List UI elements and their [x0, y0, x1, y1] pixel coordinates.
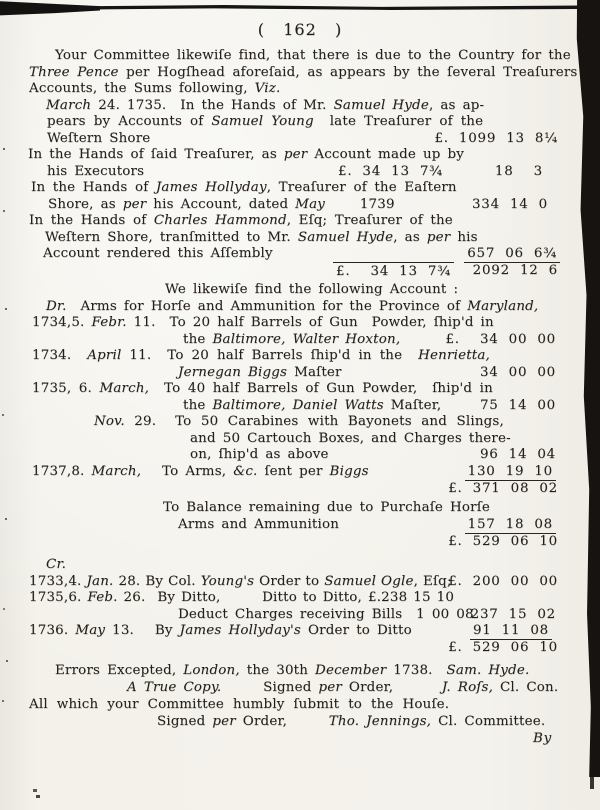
- amount-value: £. 200 00 00: [448, 573, 558, 589]
- line-text: 1734,5. Febr. 11. To 20 half Barrels of Gun Powder, ſhip'd in: [32, 315, 494, 330]
- line-text: on, ſhip'd as above: [190, 447, 329, 462]
- text-line: [0, 639, 600, 657]
- text-line: [0, 463, 600, 481]
- line-text: To Balance remaining due to Purchaſe Horſe: [163, 500, 491, 515]
- line-text: Signed per Order, Tho. Jennings, Cl. Committee.: [157, 713, 546, 729]
- text-line: [0, 364, 600, 382]
- amount-value: 157 18 08: [465, 516, 556, 534]
- text-line: [0, 97, 600, 115]
- line-text: the Baltimore, Daniel Watts Maſter,: [183, 397, 442, 413]
- line-text: Your Committee likewiſe find, that there is due to the Country for the: [55, 48, 571, 63]
- text-line: [0, 589, 600, 607]
- line-text: All which your Committee humbly ſubmit to the Houſe.: [29, 697, 450, 712]
- text-line: [0, 47, 600, 65]
- amount-value: 91 11 08: [470, 622, 552, 640]
- line-text: Cr.: [46, 557, 67, 572]
- line-text: his Executors: [47, 163, 145, 179]
- line-text: In the Hands of ſaid Treaſurer, as per Account made up by: [28, 147, 465, 162]
- text-line: [0, 413, 600, 431]
- text-line: [0, 446, 600, 464]
- text-line: [0, 281, 600, 299]
- amount-value: 237 15 02: [470, 606, 556, 622]
- line-text: Arms and Ammunition: [178, 516, 340, 532]
- text-line: [0, 229, 600, 247]
- text-line: [0, 146, 600, 164]
- line-text: Weſtern Shore: [47, 130, 151, 146]
- line-text: In the Hands of Charles Hammond, Eſq; Treaſurer of the: [29, 213, 453, 228]
- text-line: [0, 80, 600, 98]
- text-line: [0, 679, 600, 697]
- amount-value: £. 1099 13 8¼: [434, 130, 558, 146]
- amount-value: £. 529 06 10: [448, 534, 558, 549]
- line-text: Jernegan Biggs Maſter: [178, 364, 342, 380]
- text-line: [0, 298, 600, 316]
- amount-value: 18 3: [494, 163, 543, 179]
- line-text: Weſtern Shore, tranſmitted to Mr. Samuel Hyde, as per his: [45, 229, 478, 245]
- text-line: [0, 262, 600, 280]
- amount-value: £. 34 13 7¾: [333, 262, 454, 280]
- amount-value: 75 14 00: [479, 397, 556, 413]
- amount-value: £. 529 06 10: [448, 640, 558, 655]
- scan-artifact-bottom-marks: [33, 789, 37, 792]
- text-line: [0, 730, 600, 748]
- line-text: and 50 Cartouch Boxes, and Charges there-: [190, 430, 511, 446]
- text-line: [0, 556, 600, 574]
- scan-artifact-right-tail: [590, 777, 594, 789]
- line-text: 1736. May 13. By James Hollyday's Order to Ditto: [29, 623, 412, 638]
- line-text: 1735,6. Feb. 26. By Ditto, Ditto to Ditto, £.238 15 10: [29, 590, 455, 605]
- amount-value: £. 371 08 02: [448, 481, 558, 496]
- text-line: [0, 113, 600, 131]
- text-line: [0, 314, 600, 332]
- text-line: [0, 64, 600, 82]
- line-text: Three Pence per Hogſhead aforeſaid, as appears by the ſeveral Treaſurers: [29, 64, 578, 80]
- line-text: In the Hands of James Hollyday, Treaſurer of the Eaſtern: [31, 180, 457, 195]
- text-line: [0, 380, 600, 398]
- line-text: March 24. 1735. In the Hands of Mr. Samuel Hyde, as ap-: [46, 97, 485, 113]
- text-line: [0, 622, 600, 640]
- text-line: [0, 430, 600, 448]
- text-line: [0, 163, 600, 181]
- page-number: ( 162 ): [257, 20, 343, 39]
- text-line: [0, 573, 600, 591]
- text-line: [0, 480, 600, 498]
- text-line: [0, 196, 600, 214]
- text-line: [0, 713, 600, 731]
- line-text: Deduct Charges receiving Bills 1 00 08: [178, 606, 474, 622]
- line-text: the Baltimore, Walter Hoxton,: [183, 331, 401, 347]
- line-text: Dr. Arms for Horſe and Ammunition for the Province of Maryland,: [46, 298, 539, 314]
- text-line: [0, 516, 600, 534]
- amount-value: 34 00 00: [479, 364, 556, 380]
- amount-value: 657 06 6¾: [464, 245, 560, 263]
- text-line: [0, 179, 600, 197]
- amount-value: £. 34 00 00: [445, 331, 556, 347]
- line-text: 1737,8. March, To Arms, &c. ſent per Biggs: [32, 463, 369, 479]
- line-text: Shore, as per his Account, dated May 1739: [48, 196, 395, 212]
- text-line: [0, 662, 600, 680]
- amount-value: 96 14 04: [479, 447, 556, 462]
- text-line: [0, 533, 600, 551]
- amount-value: 130 19 10: [465, 463, 556, 481]
- text-line: [0, 347, 600, 365]
- line-text: Accounts, the Sums following, Viz.: [29, 81, 281, 96]
- amount-value: 2092 12 6: [472, 262, 558, 278]
- text-line: [0, 397, 600, 415]
- line-text: A True Copy. Signed per Order, J. Roſs, Cl. Con.: [127, 680, 559, 695]
- text-line: [0, 331, 600, 349]
- scan-artifact-top-line: [78, 5, 600, 10]
- line-text: pears by Accounts of Samuel Young late Treaſurer of the: [47, 114, 484, 129]
- amount-value: 334 14 0: [471, 196, 548, 212]
- line-text: Errors Excepted, London, the 30th December 1738. Sam. Hyde.: [55, 663, 530, 678]
- text-line: [0, 245, 600, 263]
- line-text: Nov. 29. To 50 Carabines with Bayonets and Slings,: [94, 414, 504, 429]
- text-line: [0, 130, 600, 148]
- text-line: [0, 212, 600, 230]
- line-text: 1735, 6. March, To 40 half Barrels of Gun Powder, ſhip'd in: [32, 381, 493, 396]
- line-text: We likewiſe find the following Account :: [165, 282, 459, 297]
- amount-value: By: [532, 731, 552, 746]
- line-text: Account rendered this Aſſembly: [43, 246, 273, 261]
- line-text: 1733,4. Jan. 28. By Col. Young's Order to Samuel Ogle, Eſq;: [29, 573, 452, 589]
- text-line: [0, 606, 600, 624]
- text-line: [0, 499, 600, 517]
- amount-value: £. 34 13 7¾: [338, 163, 443, 179]
- text-line: [0, 696, 600, 714]
- line-text: 1734. April 11. To 20 half Barrels ſhip'd in the Henrietta,: [32, 348, 490, 363]
